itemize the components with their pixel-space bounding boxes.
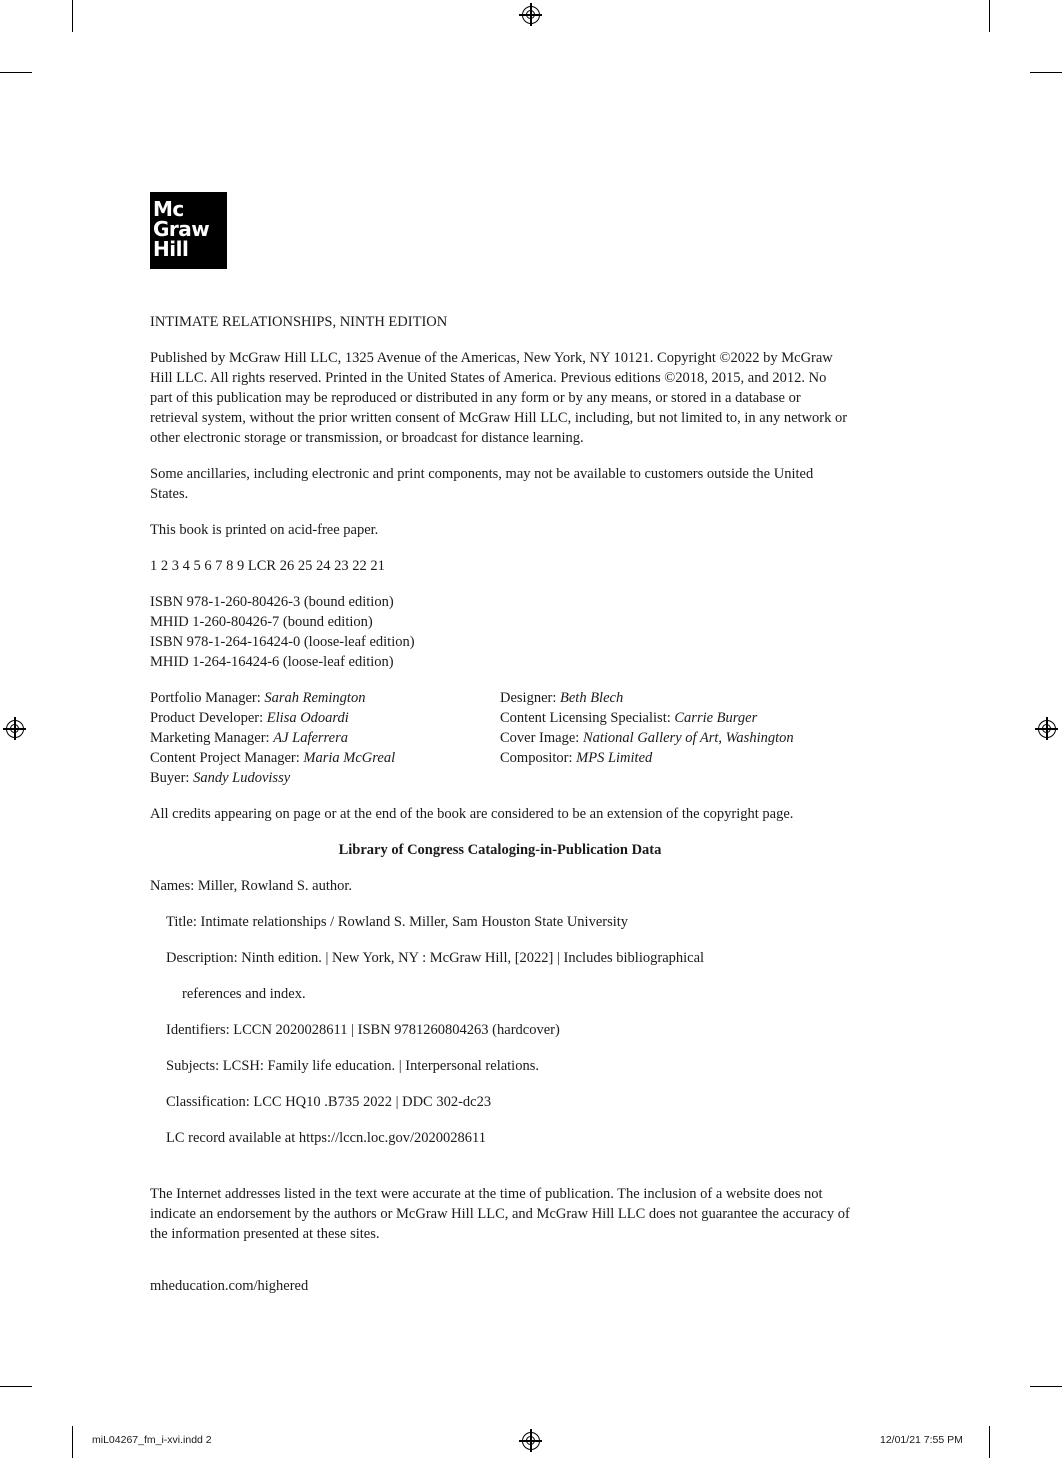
registration-mark-icon (1038, 720, 1056, 738)
credit-line: Content Licensing Specialist: Carrie Burger (500, 710, 758, 726)
crop-mark (0, 1386, 32, 1387)
cip-description-continued: references and index. (182, 986, 306, 1002)
crop-mark (989, 0, 990, 32)
footer-timestamp: 12/01/21 7:55 PM (880, 1434, 963, 1446)
printing-line: 1 2 3 4 5 6 7 8 9 LCR 26 25 24 23 22 21 (150, 558, 385, 574)
ancillaries-paragraph: Some ancillaries, including electronic and print components, may not be available to customers outside the United States. (150, 466, 814, 502)
credit-line: Marketing Manager: AJ Laferrera (150, 730, 348, 746)
logo-line: Graw (153, 217, 210, 241)
cip-description: Description: Ninth edition. | New York, NY : McGraw Hill, [2022] | Includes bibliographical (166, 950, 705, 966)
credit-line: Portfolio Manager: Sarah Remington (150, 690, 366, 706)
cip-heading: Library of Congress Cataloging-in-Publication Data (338, 842, 662, 858)
publication-paragraph: Published by McGraw Hill LLC, 1325 Avenue of the Americas, New York, NY 10121. Copyright ©2022 by McGraw Hill LLC. All rights reserved. Printed in the United States of America. Previous editions ©2018, 2015, and 2012. No part of this publication may be reproduced or distributed in any form or by any means, or stored in a database or retrieval system, without the prior written consent of McGraw Hill LLC, including, but not limited to, in any network or other electronic storage or transmission, or broadcast for distance learning. (150, 350, 848, 446)
cip-classification: Classification: LCC HQ10 .B735 2022 | DDC 302-dc23 (166, 1094, 492, 1110)
mcgraw-hill-logo (150, 192, 227, 269)
credit-line: Compositor: MPS Limited (500, 750, 653, 766)
logo-line: Mc (153, 197, 184, 221)
credit-line: Designer: Beth Blech (500, 690, 624, 706)
credits-left-column (150, 688, 500, 788)
footer-file-name: miL04267_fm_i-xvi.indd 2 (92, 1434, 212, 1446)
credits-block (150, 688, 850, 788)
isbn-block (150, 592, 850, 672)
crop-mark (72, 0, 73, 32)
crop-mark (1030, 1386, 1062, 1387)
cip-record: LC record available at https://lccn.loc.gov/2020028611 (166, 1130, 486, 1146)
crop-mark (989, 1426, 990, 1458)
cip-names: Names: Miller, Rowland S. author. (150, 878, 352, 894)
cip-title: Title: Intimate relationships / Rowland S. Miller, Sam Houston State University (166, 914, 629, 930)
registration-mark-icon (6, 720, 24, 738)
isbn-line: MHID 1-260-80426-7 (bound edition) (150, 614, 373, 630)
crop-mark (1030, 72, 1062, 73)
cip-subjects: Subjects: LCSH: Family life education. | Interpersonal relations. (166, 1058, 539, 1074)
acid-free-paragraph: This book is printed on acid-free paper. (150, 522, 379, 538)
crop-mark (0, 72, 32, 73)
website-link[interactable]: mheducation.com/highered (150, 1278, 309, 1294)
isbn-line: ISBN 978-1-264-16424-0 (loose-leaf edition) (150, 634, 415, 650)
registration-mark-icon (522, 1432, 540, 1450)
logo-line: Hill (153, 237, 189, 261)
cip-data-block (150, 840, 850, 1148)
crop-mark (72, 1426, 73, 1458)
credits-right-column (500, 688, 850, 788)
credits-note: All credits appearing on page or at the end of the book are considered to be an extension of the copyright page. (150, 806, 794, 822)
cip-identifiers: Identifiers: LCCN 2020028611 | ISBN 9781260804263 (hardcover) (166, 1022, 560, 1038)
book-title: INTIMATE RELATIONSHIPS, NINTH EDITION (150, 314, 448, 330)
credit-line: Content Project Manager: Maria McGreal (150, 750, 396, 766)
isbn-line: MHID 1-264-16424-6 (loose-leaf edition) (150, 654, 394, 670)
isbn-line: ISBN 978-1-260-80426-3 (bound edition) (150, 594, 394, 610)
copyright-page-content (150, 312, 850, 1260)
registration-mark-icon (522, 6, 540, 24)
credit-line: Buyer: Sandy Ludovissy (150, 770, 291, 786)
credit-line: Product Developer: Elisa Odoardi (150, 710, 349, 726)
credit-line: Cover Image: National Gallery of Art, Washington (500, 730, 794, 746)
internet-note: The Internet addresses listed in the text were accurate at the time of publication. The inclusion of a website does not indicate an endorsement by the authors or McGraw Hill LLC, and McGraw Hill LLC does not guarantee the accuracy of the information presented at these sites. (150, 1186, 850, 1242)
